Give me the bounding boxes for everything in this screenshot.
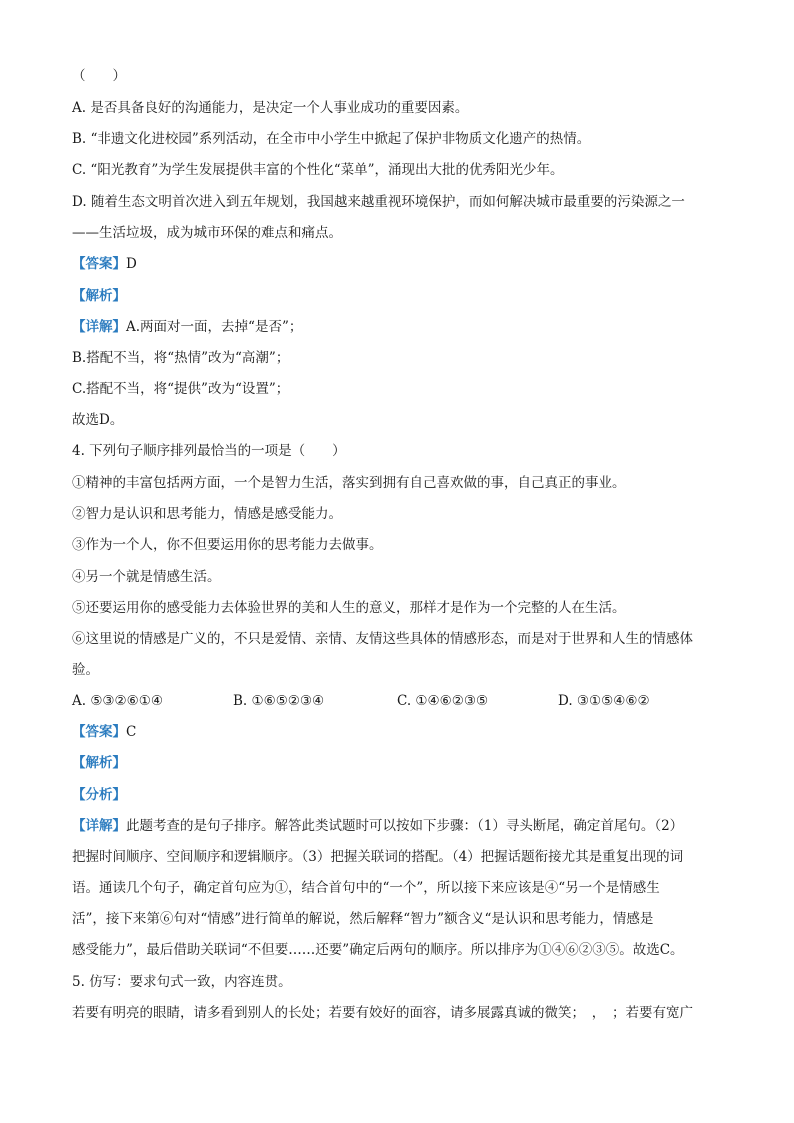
q3-option-c: C. “阳光教育”为学生发展提供丰富的个性化“菜单”，涌现出大批的优秀阳光少年。: [72, 162, 564, 178]
q4-sentence-4: ④另一个就是情感生活。: [72, 569, 221, 585]
q4-fenxi-heading: [72, 785, 722, 805]
analysis-tag: 【解析】: [72, 288, 126, 304]
detail-text: 此题考查的是句子排序。解答此类试题时可以按如下步骤：（1）寻头断尾，确定首尾句。（2）: [126, 818, 684, 834]
q3-detail-c: C.搭配不当，将“提供”改为“设置”；: [72, 381, 290, 397]
q4-detail-5: 感受能力”，最后借助关联词“不但要……还要”确定后两句的顺序。所以排序为①④⑥②③⑤。故选C。: [72, 942, 684, 958]
answer-value: D: [126, 256, 137, 272]
q4-answer: [72, 722, 722, 742]
q3-option-a: A. 是否具备良好的沟通能力，是决定一个人事业成功的重要因素。: [72, 100, 469, 116]
answer-tag: 【答案】: [72, 724, 126, 740]
q3-option-b: B. “非遗文化进校园”系列活动，在全市中小学生中掀起了保护非物质文化遗产的热情。: [72, 131, 591, 147]
q4-choice-b: B. ①⑥⑤②③④: [233, 693, 325, 709]
q4-sentence-5: ⑤还要运用你的感受能力去体验世界的美和人生的意义，那样才是作为一个完整的人在生活。: [72, 600, 626, 616]
detail-tag: 【详解】: [72, 319, 126, 335]
q4-detail-4: 活”，接下来第⑥句对“情感”进行简单的解说，然后解释“智力”额含义“是认识和思考能力，情感是: [72, 911, 654, 927]
detail-text: A.两面对一面，去掉“是否”；: [126, 319, 303, 335]
q4-sentence-2: ②智力是认识和思考能力，情感是感受能力。: [72, 506, 342, 522]
q5-stem: 5. 仿写：要求句式一致，内容连贯。: [72, 974, 292, 990]
q4-stem: 4. 下列句子顺序排列最恰当的一项是（ ）: [72, 443, 346, 459]
q4-sentence-1: ①精神的丰富包括两方面，一个是智力生活，落实到拥有自己喜欢做的事，自己真正的事业。: [72, 475, 626, 491]
answer-value: C: [126, 724, 137, 740]
fenxi-tag: 【分析】: [72, 787, 126, 803]
q4-analysis-heading: [72, 753, 722, 773]
q4-detail-3: 语。通读几个句子，确定首句应为①，结合首句中的“一个”，所以接下来应该是④“另一个是情感生: [72, 880, 660, 896]
q3-detail-a: [72, 317, 722, 337]
q4-sentence-6: ⑥这里说的情感是广义的，不只是爱情、亲情、友情这些具体的情感形态，而是对于世界和人生的情感体: [72, 631, 693, 647]
q4-detail-1: [72, 816, 722, 836]
q4-sentence-6-cont: 验。: [72, 662, 99, 678]
analysis-tag: 【解析】: [72, 755, 126, 771]
q4-sentence-3: ③作为一个人，你不但要运用你的思考能力去做事。: [72, 537, 383, 553]
q4-detail-2: 把握时间顺序、空间顺序和逻辑顺序。（3）把握关联词的搭配。（4）把握话题衔接尤其是重复出现的词: [72, 849, 684, 865]
q5-line: 若要有明亮的眼睛，请多看到别人的长处；若要有姣好的面容，请多展露真诚的微笑； ， ；若要有宽广: [72, 1005, 693, 1021]
q3-analysis-heading: [72, 286, 722, 306]
detail-tag: 【详解】: [72, 818, 126, 834]
q3-conclusion: 故选D。: [72, 412, 124, 428]
q3-option-d: D. 随着生态文明首次进入到五年规划，我国越来越重视环境保护，而如何解决城市最重要的污染源之一: [72, 194, 685, 210]
q4-choice-a: A. ⑤③②⑥①④: [72, 693, 163, 709]
q4-choice-d: D. ③①⑤④⑥②: [558, 693, 650, 709]
q3-option-d-cont: ——生活垃圾，成为城市环保的难点和痛点。: [72, 225, 342, 241]
q3-detail-b: B.搭配不当，将“热情”改为“高潮”；: [72, 350, 290, 366]
q4-choice-c: C. ①④⑥②③⑤: [397, 693, 489, 709]
answer-tag: 【答案】: [72, 256, 126, 272]
q3-answer: [72, 254, 722, 274]
q4-choices: [72, 691, 722, 711]
q3-bracket: （ ）: [72, 68, 126, 84]
